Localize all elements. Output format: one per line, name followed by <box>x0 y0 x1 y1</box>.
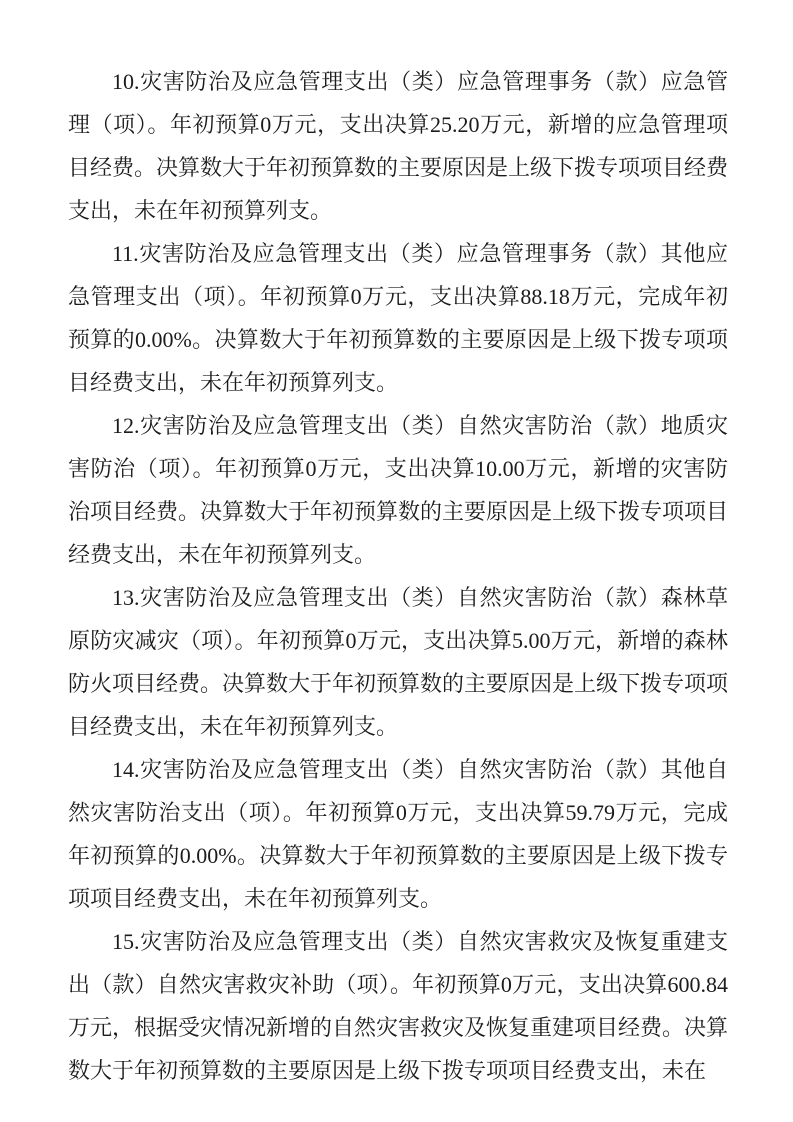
paragraph-item-10: 10.灾害防治及应急管理支出（类）应急管理事务（款）应急管理（项）。年初预算0万元，支出决算25.20万元，新增的应急管理项目经费。决算数大于年初预算数的主要原因是上级下拨专项项目经费支出，未在年初预算列支。 <box>68 69 729 223</box>
paragraph-item-13: 13.灾害防治及应急管理支出（类）自然灾害防治（款）森林草原防灾减灾（项）。年初预算0万元，支出决算5.00万元，新增的森林防火项目经费。决算数大于年初预算数的主要原因是上级下拨专项项目经费支出，未在年初预算列支。 <box>68 585 729 739</box>
paragraph-item-12: 12.灾害防治及应急管理支出（类）自然灾害防治（款）地质灾害防治（项）。年初预算0万元，支出决算10.00万元，新增的灾害防治项目经费。决算数大于年初预算数的主要原因是上级下拨专项项目经费支出，未在年初预算列支。 <box>68 413 729 567</box>
paragraph-item-15-truncated: 15.灾害防治及应急管理支出（类）自然灾害救灾及恢复重建支出（款）自然灾害救灾补助（项）。年初预算0万元，支出决算600.84万元，根据受灾情况新增的自然灾害救灾及恢复重建项目经费。决算数大于年初预算数的主要原因是上级下拨专项项目经费支出，未在 <box>68 929 729 1083</box>
paragraph-item-14: 14.灾害防治及应急管理支出（类）自然灾害防治（款）其他自然灾害防治支出（项）。年初预算0万元，支出决算59.79万元，完成年初预算的0.00%。决算数大于年初预算数的主要原因是上级下拨专项项目经费支出，未在年初预算列支。 <box>68 757 728 911</box>
document-body <box>68 60 728 1092</box>
paragraph-item-11: 11.灾害防治及应急管理支出（类）应急管理事务（款）其他应急管理支出（项）。年初预算0万元，支出决算88.18万元，完成年初预算的0.00%。决算数大于年初预算数的主要原因是上级下拨专项项目经费支出，未在年初预算列支。 <box>68 241 728 395</box>
